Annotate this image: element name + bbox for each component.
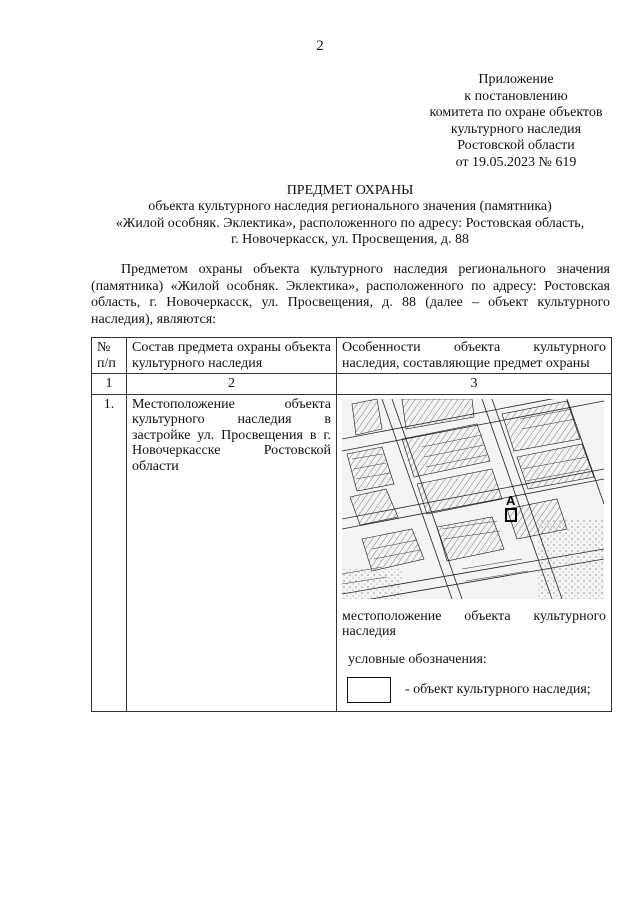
header-features: Особенности объекта культурного наследия, составляющие предмет охраны	[337, 338, 612, 374]
subtitle-line: г. Новочеркасск, ул. Просвещения, д. 88	[230, 232, 470, 247]
map-vegetation	[537, 519, 604, 599]
intro-paragraph: Предметом охраны объекта культурного наследия регионального значения (памятника) «Жилой особняк. Эклектика», расположенного по адресу: Ростовская область, г. Новочеркасск, ул. Просвещения, д. 88 (далее – объект культурного наследия), являются:	[91, 262, 610, 327]
document-title: ПРЕДМЕТ ОХРАНЫ	[286, 183, 414, 198]
map-vegetation	[342, 569, 402, 599]
row-number: 1.	[92, 394, 127, 712]
appendix-line: к постановлению	[464, 88, 568, 104]
map-marker-label: А	[506, 492, 516, 508]
page-number: 2	[316, 38, 324, 54]
header-composition: Состав предмета охраны объекта культурного наследия	[127, 338, 337, 374]
appendix-line: культурного наследия	[450, 121, 582, 137]
appendix-line: комитета по охране объектов	[429, 105, 603, 120]
table-header-row	[92, 338, 612, 374]
legend-symbol	[347, 677, 391, 703]
subtitle-line: объекта культурного наследия регионального значения (памятника)	[148, 199, 552, 214]
column-number: 1	[92, 374, 127, 395]
appendix-line: Ростовской области	[457, 138, 575, 153]
legend-label: - объект культурного наследия;	[405, 682, 591, 698]
appendix-line: Приложение	[478, 72, 554, 87]
row-features	[337, 394, 612, 712]
legend-row	[342, 677, 606, 703]
map-caption: местоположение объекта культурного наследия	[342, 608, 606, 639]
column-number: 3	[337, 374, 612, 395]
row-composition: Местоположение объекта культурного наследия в застройке ул. Просвещения в г. Новочеркасске Ростовской области	[127, 394, 337, 712]
subtitle-line: «Жилой особняк. Эклектика», расположенного по адресу: Ростовская область,	[115, 215, 585, 231]
document-subtitle	[60, 199, 640, 249]
column-number: 2	[127, 374, 337, 395]
appendix-line: от 19.05.2023 № 619	[455, 154, 577, 170]
header-number: № п/п	[92, 338, 127, 374]
legend-title: условные обозначения:	[348, 651, 487, 667]
location-map	[342, 399, 604, 599]
table-row	[92, 394, 612, 712]
column-number-row	[92, 374, 612, 395]
protection-table	[91, 337, 612, 712]
appendix-block	[400, 72, 632, 171]
